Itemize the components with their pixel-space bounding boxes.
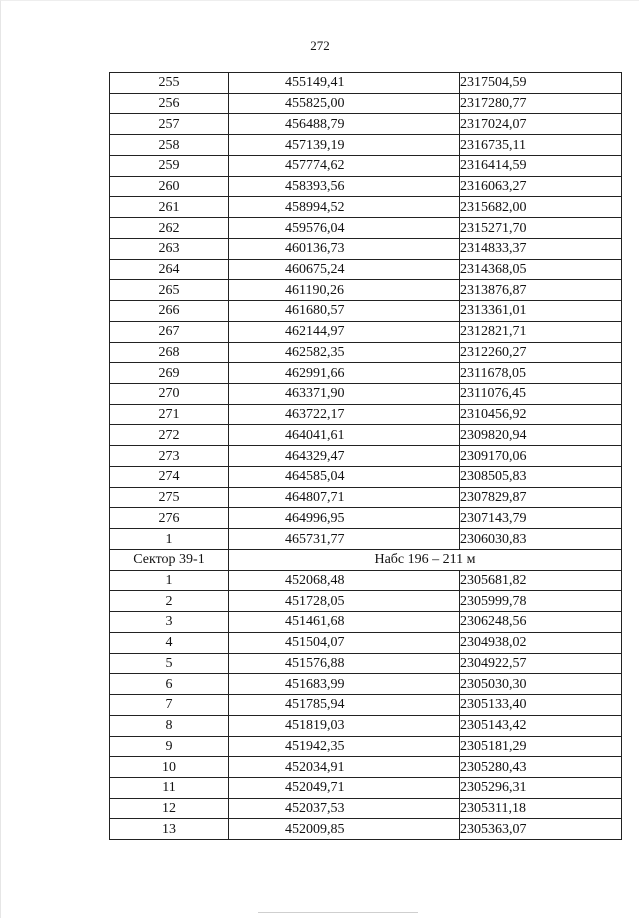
y-coordinate-cell: 2316735,11 [460,135,622,156]
x-coordinate-cell: 460136,73 [229,238,460,259]
point-number-cell: 271 [110,404,229,425]
y-coordinate-cell: 2315682,00 [460,197,622,218]
y-coordinate-cell: 2315271,70 [460,218,622,239]
x-coordinate-cell: 462991,66 [229,363,460,384]
table-row [110,777,622,798]
table-row [110,715,622,736]
y-coordinate-cell: 2316414,59 [460,155,622,176]
y-coordinate-cell: 2305296,31 [460,777,622,798]
table-row [110,321,622,342]
sector-header-row [110,549,622,570]
table-row [110,238,622,259]
table-row [110,736,622,757]
y-coordinate-cell: 2305181,29 [460,736,622,757]
table-row [110,176,622,197]
point-number-cell: 263 [110,238,229,259]
point-number-cell: 10 [110,757,229,778]
point-number-cell: 261 [110,197,229,218]
sector-name-cell: Сектор 39-1 [110,549,229,570]
table-row [110,798,622,819]
x-coordinate-cell: 451942,35 [229,736,460,757]
x-coordinate-cell: 452068,48 [229,570,460,591]
point-number-cell: 269 [110,363,229,384]
table-row [110,218,622,239]
x-coordinate-cell: 459576,04 [229,218,460,239]
point-number-cell: 272 [110,425,229,446]
x-coordinate-cell: 452049,71 [229,777,460,798]
x-coordinate-cell: 452037,53 [229,798,460,819]
point-number-cell: 1 [110,529,229,550]
point-number-cell: 3 [110,612,229,633]
y-coordinate-cell: 2312821,71 [460,321,622,342]
point-number-cell: 270 [110,384,229,405]
point-number-cell: 275 [110,487,229,508]
point-number-cell: 9 [110,736,229,757]
x-coordinate-cell: 451504,07 [229,632,460,653]
point-number-cell: 4 [110,632,229,653]
y-coordinate-cell: 2312260,27 [460,342,622,363]
x-coordinate-cell: 460675,24 [229,259,460,280]
y-coordinate-cell: 2314368,05 [460,259,622,280]
x-coordinate-cell: 464996,95 [229,508,460,529]
x-coordinate-cell: 463722,17 [229,404,460,425]
y-coordinate-cell: 2317024,07 [460,114,622,135]
x-coordinate-cell: 461190,26 [229,280,460,301]
table-row [110,404,622,425]
table-row [110,632,622,653]
page-number: 272 [310,38,330,53]
x-coordinate-cell: 451683,99 [229,674,460,695]
x-coordinate-cell: 461680,57 [229,301,460,322]
x-coordinate-cell: 451728,05 [229,591,460,612]
table-row [110,197,622,218]
x-coordinate-cell: 464041,61 [229,425,460,446]
x-coordinate-cell: 451461,68 [229,612,460,633]
table-row [110,155,622,176]
table-row [110,695,622,716]
point-number-cell: 274 [110,466,229,487]
table-row [110,446,622,467]
point-number-cell: 11 [110,777,229,798]
y-coordinate-cell: 2311678,05 [460,363,622,384]
table-row [110,73,622,94]
point-number-cell: 12 [110,798,229,819]
coordinates-table-body [110,73,622,840]
table-row [110,612,622,633]
table-row [110,529,622,550]
scan-edge-line [258,912,418,913]
point-number-cell: 259 [110,155,229,176]
table-row [110,508,622,529]
point-number-cell: 5 [110,653,229,674]
point-number-cell: 273 [110,446,229,467]
point-number-cell: 265 [110,280,229,301]
table-row [110,114,622,135]
y-coordinate-cell: 2305363,07 [460,819,622,840]
y-coordinate-cell: 2305030,30 [460,674,622,695]
x-coordinate-cell: 452009,85 [229,819,460,840]
y-coordinate-cell: 2304922,57 [460,653,622,674]
x-coordinate-cell: 457139,19 [229,135,460,156]
y-coordinate-cell: 2305143,42 [460,715,622,736]
point-number-cell: 267 [110,321,229,342]
table-row [110,757,622,778]
x-coordinate-cell: 455149,41 [229,73,460,94]
point-number-cell: 257 [110,114,229,135]
x-coordinate-cell: 465731,77 [229,529,460,550]
sector-height-range-cell: Набс 196 – 211 м [229,549,622,570]
y-coordinate-cell: 2305280,43 [460,757,622,778]
y-coordinate-cell: 2317504,59 [460,73,622,94]
y-coordinate-cell: 2310456,92 [460,404,622,425]
point-number-cell: 260 [110,176,229,197]
y-coordinate-cell: 2306248,56 [460,612,622,633]
table-row [110,93,622,114]
x-coordinate-cell: 464585,04 [229,466,460,487]
point-number-cell: 1 [110,570,229,591]
table-row [110,363,622,384]
point-number-cell: 276 [110,508,229,529]
point-number-cell: 13 [110,819,229,840]
y-coordinate-cell: 2314833,37 [460,238,622,259]
table-row [110,466,622,487]
point-number-cell: 264 [110,259,229,280]
y-coordinate-cell: 2305681,82 [460,570,622,591]
table-row [110,342,622,363]
y-coordinate-cell: 2307143,79 [460,508,622,529]
x-coordinate-cell: 455825,00 [229,93,460,114]
x-coordinate-cell: 464807,71 [229,487,460,508]
y-coordinate-cell: 2317280,77 [460,93,622,114]
point-number-cell: 256 [110,93,229,114]
y-coordinate-cell: 2305133,40 [460,695,622,716]
y-coordinate-cell: 2309820,94 [460,425,622,446]
table-row [110,487,622,508]
y-coordinate-cell: 2305999,78 [460,591,622,612]
y-coordinate-cell: 2308505,83 [460,466,622,487]
y-coordinate-cell: 2313876,87 [460,280,622,301]
y-coordinate-cell: 2306030,83 [460,529,622,550]
y-coordinate-cell: 2316063,27 [460,176,622,197]
x-coordinate-cell: 458393,56 [229,176,460,197]
point-number-cell: 258 [110,135,229,156]
y-coordinate-cell: 2304938,02 [460,632,622,653]
table-row [110,135,622,156]
point-number-cell: 6 [110,674,229,695]
point-number-cell: 2 [110,591,229,612]
x-coordinate-cell: 451785,94 [229,695,460,716]
table-row [110,280,622,301]
table-row [110,674,622,695]
table-row [110,570,622,591]
table-row [110,425,622,446]
x-coordinate-cell: 451819,03 [229,715,460,736]
x-coordinate-cell: 457774,62 [229,155,460,176]
x-coordinate-cell: 462144,97 [229,321,460,342]
x-coordinate-cell: 464329,47 [229,446,460,467]
point-number-cell: 262 [110,218,229,239]
point-number-cell: 8 [110,715,229,736]
x-coordinate-cell: 452034,91 [229,757,460,778]
x-coordinate-cell: 458994,52 [229,197,460,218]
point-number-cell: 268 [110,342,229,363]
table-row [110,819,622,840]
y-coordinate-cell: 2311076,45 [460,384,622,405]
table-row [110,653,622,674]
table-row [110,259,622,280]
x-coordinate-cell: 451576,88 [229,653,460,674]
x-coordinate-cell: 462582,35 [229,342,460,363]
table-row [110,384,622,405]
point-number-cell: 266 [110,301,229,322]
table-row [110,591,622,612]
y-coordinate-cell: 2313361,01 [460,301,622,322]
x-coordinate-cell: 456488,79 [229,114,460,135]
point-number-cell: 255 [110,73,229,94]
y-coordinate-cell: 2305311,18 [460,798,622,819]
point-number-cell: 7 [110,695,229,716]
x-coordinate-cell: 463371,90 [229,384,460,405]
y-coordinate-cell: 2307829,87 [460,487,622,508]
y-coordinate-cell: 2309170,06 [460,446,622,467]
coordinates-table [109,72,622,840]
table-row [110,301,622,322]
